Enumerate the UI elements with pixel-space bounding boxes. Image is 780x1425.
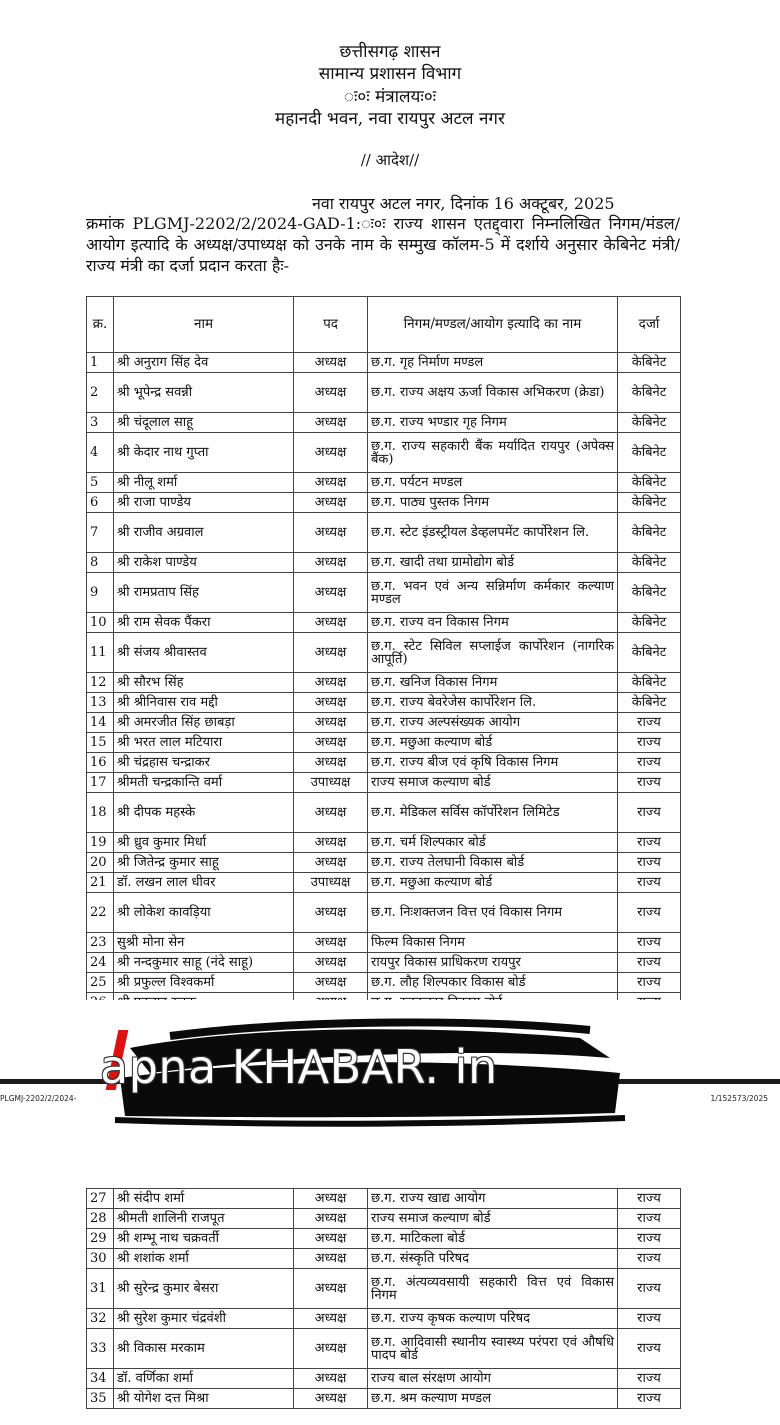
name-cell: श्री केदार नाथ गुप्ता <box>114 433 294 473</box>
post-cell: अध्यक्ष <box>294 633 368 673</box>
name-cell: श्री संदीप शर्मा <box>114 1189 294 1209</box>
name-cell: श्री सुरेन्द्र कुमार बेसरा <box>114 1269 294 1309</box>
serial-cell: 32 <box>87 1309 114 1329</box>
rank-cell: राज्य <box>618 1229 681 1249</box>
name-cell: डॉ. वर्णिका शर्मा <box>114 1369 294 1389</box>
organisation-cell: छ.ग. स्टेट सिविल सप्लाईज कार्पोरेशन (नागरिक आपूर्ति) <box>368 633 618 673</box>
organisation-cell: राज्य समाज कल्याण बोर्ड <box>368 1209 618 1229</box>
serial-cell: 11 <box>87 633 114 673</box>
table-row <box>87 853 681 873</box>
name-cell: श्री सुरेश कुमार चंद्रवंशी <box>114 1309 294 1329</box>
rank-cell: राज्य <box>618 833 681 853</box>
name-cell: श्री चंद्रहास चन्द्राकर <box>114 753 294 773</box>
name-cell: श्री चंदूलाल साहू <box>114 413 294 433</box>
name-cell: श्री भूपेन्द्र सवन्नी <box>114 373 294 413</box>
serial-cell: 1 <box>87 353 114 373</box>
table-row <box>87 1189 681 1209</box>
organisation-cell: छ.ग. राज्य खाद्य आयोग <box>368 1189 618 1209</box>
appointments-table-page1 <box>86 296 681 1013</box>
rank-cell: राज्य <box>618 753 681 773</box>
post-cell: अध्यक्ष <box>294 513 368 553</box>
name-cell: श्री नीलू शर्मा <box>114 473 294 493</box>
serial-cell: 19 <box>87 833 114 853</box>
table-row <box>87 733 681 753</box>
col-header-organisation: निगम/मण्डल/आयोग इत्यादि का नाम <box>368 297 618 353</box>
post-cell: अध्यक्ष <box>294 573 368 613</box>
serial-cell: 24 <box>87 953 114 973</box>
rank-cell: केबिनेट <box>618 473 681 493</box>
organisation-cell: छ.ग. स्टेट इंडस्ट्रीयल डेव्हलपमेंट कार्पोरेशन लि. <box>368 513 618 553</box>
post-cell: उपाध्यक्ष <box>294 873 368 893</box>
table-row <box>87 873 681 893</box>
serial-cell: 22 <box>87 893 114 933</box>
serial-cell: 12 <box>87 673 114 693</box>
organisation-cell: छ.ग. पर्यटन मण्डल <box>368 473 618 493</box>
table-row <box>87 973 681 993</box>
table-row <box>87 1309 681 1329</box>
table-row <box>87 753 681 773</box>
table-row <box>87 953 681 973</box>
post-cell: अध्यक्ष <box>294 1249 368 1269</box>
table-row <box>87 1229 681 1249</box>
rank-cell: राज्य <box>618 973 681 993</box>
table-row <box>87 1389 681 1409</box>
rank-cell: राज्य <box>618 1369 681 1389</box>
post-cell: उपाध्यक्ष <box>294 773 368 793</box>
name-cell: श्री अनुराग सिंह देव <box>114 353 294 373</box>
rank-cell: केबिनेट <box>618 433 681 473</box>
post-cell: अध्यक्ष <box>294 373 368 413</box>
ministry-label: ः०ः मंत्रालयः०ः <box>343 87 437 107</box>
name-cell: श्री दीपक महस्के <box>114 793 294 833</box>
organisation-cell: छ.ग. आदिवासी स्थानीय स्वास्थ्य परंपरा एवं औषधि पादप बोर्ड <box>368 1329 618 1369</box>
post-cell: अध्यक्ष <box>294 553 368 573</box>
office-address: महानदी भवन, नवा रायपुर अटल नगर <box>275 109 505 129</box>
post-cell: अध्यक्ष <box>294 1389 368 1409</box>
post-cell: अध्यक्ष <box>294 933 368 953</box>
organisation-cell: छ.ग. खादी तथा ग्रामोद्योग बोर्ड <box>368 553 618 573</box>
organisation-cell: छ.ग. खनिज विकास निगम <box>368 673 618 693</box>
post-cell: अध्यक्ष <box>294 1189 368 1209</box>
name-cell: श्री भरत लाल मटियारा <box>114 733 294 753</box>
table-row <box>87 833 681 853</box>
appointments-table-page2 <box>86 1188 681 1409</box>
rank-cell: राज्य <box>618 713 681 733</box>
rank-cell: केबिनेट <box>618 553 681 573</box>
rank-cell: केबिनेट <box>618 693 681 713</box>
name-cell: श्री राजा पाण्डेय <box>114 493 294 513</box>
watermark-text: apna KHABAR. in <box>100 1040 498 1094</box>
serial-cell: 9 <box>87 573 114 613</box>
serial-cell: 16 <box>87 753 114 773</box>
serial-cell: 10 <box>87 613 114 633</box>
table-row <box>87 433 681 473</box>
name-cell: श्रीमती शालिनी राजपूत <box>114 1209 294 1229</box>
table-row <box>87 713 681 733</box>
table-row <box>87 513 681 553</box>
serial-cell: 31 <box>87 1269 114 1309</box>
rank-cell: राज्य <box>618 933 681 953</box>
table-row <box>87 673 681 693</box>
govt-name: छत्तीसगढ़ शासन <box>339 42 441 62</box>
name-cell: डॉ. लखन लाल धीवर <box>114 873 294 893</box>
serial-cell: 23 <box>87 933 114 953</box>
table-row <box>87 413 681 433</box>
rank-cell: केबिनेट <box>618 633 681 673</box>
rank-cell: राज्य <box>618 733 681 753</box>
organisation-cell: छ.ग. माटिकला बोर्ड <box>368 1229 618 1249</box>
post-cell: अध्यक्ष <box>294 713 368 733</box>
organisation-cell: छ.ग. राज्य अल्पसंख्यक आयोग <box>368 713 618 733</box>
table-row <box>87 553 681 573</box>
organisation-cell: छ.ग. राज्य बेवरेजेस कार्पोरेशन लि. <box>368 693 618 713</box>
post-cell: अध्यक्ष <box>294 853 368 873</box>
rank-cell: राज्य <box>618 953 681 973</box>
serial-cell: 13 <box>87 693 114 713</box>
rank-cell: राज्य <box>618 1309 681 1329</box>
organisation-cell: छ.ग. राज्य कृषक कल्याण परिषद <box>368 1309 618 1329</box>
serial-cell: 14 <box>87 713 114 733</box>
table-row <box>87 1369 681 1389</box>
name-cell: श्री संजय श्रीवास्तव <box>114 633 294 673</box>
serial-cell: 8 <box>87 553 114 573</box>
rank-cell: राज्य <box>618 873 681 893</box>
name-cell: श्री शम्भू नाथ चक्रवर्ती <box>114 1229 294 1249</box>
name-cell: श्री राजीव अग्रवाल <box>114 513 294 553</box>
post-cell: अध्यक्ष <box>294 1329 368 1369</box>
serial-cell: 15 <box>87 733 114 753</box>
name-cell: श्री योगेश दत्त मिश्रा <box>114 1389 294 1409</box>
organisation-cell: फिल्म विकास निगम <box>368 933 618 953</box>
post-cell: अध्यक्ष <box>294 1369 368 1389</box>
post-cell: अध्यक्ष <box>294 953 368 973</box>
serial-cell: 21 <box>87 873 114 893</box>
post-cell: अध्यक्ष <box>294 693 368 713</box>
rank-cell: राज्य <box>618 773 681 793</box>
post-cell: अध्यक्ष <box>294 1269 368 1309</box>
table-row <box>87 473 681 493</box>
organisation-cell: रायपुर विकास प्राधिकरण रायपुर <box>368 953 618 973</box>
table-row <box>87 1269 681 1309</box>
col-header-post: पद <box>294 297 368 353</box>
organisation-cell: छ.ग. संस्कृति परिषद <box>368 1249 618 1269</box>
organisation-cell: छ.ग. राज्य वन विकास निगम <box>368 613 618 633</box>
organisation-cell: छ.ग. श्रम कल्याण मण्डल <box>368 1389 618 1409</box>
serial-cell: 25 <box>87 973 114 993</box>
rank-cell: केबिनेट <box>618 613 681 633</box>
organisation-cell: राज्य बाल संरक्षण आयोग <box>368 1369 618 1389</box>
serial-cell: 28 <box>87 1209 114 1229</box>
rank-cell: राज्य <box>618 1269 681 1309</box>
name-cell: श्री विकास मरकाम <box>114 1329 294 1369</box>
name-cell: श्रीमती चन्द्रकान्ति वर्मा <box>114 773 294 793</box>
organisation-cell: छ.ग. मछुआ कल्याण बोर्ड <box>368 733 618 753</box>
organisation-cell: छ.ग. मेडिकल सर्विस कॉर्पोरेशन लिमिटेड <box>368 793 618 833</box>
post-cell: अध्यक्ष <box>294 733 368 753</box>
table-row <box>87 773 681 793</box>
rank-cell: राज्य <box>618 1329 681 1369</box>
name-cell: श्री लोकेश कावड़िया <box>114 893 294 933</box>
order-dateline: नवा रायपुर अटल नगर, दिनांक 16 अक्टूबर, 2025 <box>312 194 615 213</box>
serial-cell: 6 <box>87 493 114 513</box>
name-cell: श्री सौरभ सिंह <box>114 673 294 693</box>
post-cell: अध्यक्ष <box>294 1229 368 1249</box>
serial-cell: 2 <box>87 373 114 413</box>
serial-cell: 18 <box>87 793 114 833</box>
col-header-rank: दर्जा <box>618 297 681 353</box>
table-row <box>87 373 681 413</box>
rank-cell: केबिनेट <box>618 353 681 373</box>
post-cell: अध्यक्ष <box>294 793 368 833</box>
table-row <box>87 633 681 673</box>
post-cell: अध्यक्ष <box>294 433 368 473</box>
rank-cell: केबिनेट <box>618 573 681 613</box>
name-cell: श्री प्रफुल्ल विश्वकर्मा <box>114 973 294 993</box>
organisation-cell: छ.ग. अंत्यव्यवसायी सहकारी वित्त एवं विकास निगम <box>368 1269 618 1309</box>
serial-cell: 30 <box>87 1249 114 1269</box>
table-row <box>87 493 681 513</box>
table-row <box>87 693 681 713</box>
table-row <box>87 1209 681 1229</box>
post-cell: अध्यक्ष <box>294 753 368 773</box>
organisation-cell: छ.ग. गृह निर्माण मण्डल <box>368 353 618 373</box>
organisation-cell: छ.ग. लौह शिल्पकार विकास बोर्ड <box>368 973 618 993</box>
organisation-cell: छ.ग. राज्य अक्षय ऊर्जा विकास अभिकरण (क्रेडा) <box>368 373 618 413</box>
post-cell: अध्यक्ष <box>294 493 368 513</box>
name-cell: श्री ध्रुव कुमार मिर्धा <box>114 833 294 853</box>
rank-cell: राज्य <box>618 1209 681 1229</box>
post-cell: अध्यक्ष <box>294 613 368 633</box>
name-cell: श्री अमरजीत सिंह छाबड़ा <box>114 713 294 733</box>
name-cell: श्री श्रीनिवास राव मद्दी <box>114 693 294 713</box>
rank-cell: केबिनेट <box>618 673 681 693</box>
name-cell: श्री राकेश पाण्डेय <box>114 553 294 573</box>
rank-cell: राज्य <box>618 1249 681 1269</box>
serial-cell: 27 <box>87 1189 114 1209</box>
serial-cell: 5 <box>87 473 114 493</box>
table-row <box>87 573 681 613</box>
col-header-serial: क्र. <box>87 297 114 353</box>
organisation-cell: छ.ग. पाठ्य पुस्तक निगम <box>368 493 618 513</box>
serial-cell: 29 <box>87 1229 114 1249</box>
organisation-cell: छ.ग. राज्य सहकारी बैंक मर्यादित रायपुर (अपेक्स बैंक) <box>368 433 618 473</box>
serial-cell: 17 <box>87 773 114 793</box>
serial-cell: 7 <box>87 513 114 553</box>
post-cell: अध्यक्ष <box>294 473 368 493</box>
organisation-cell: छ.ग. निःशक्तजन वित्त एवं विकास निगम <box>368 893 618 933</box>
organisation-cell: छ.ग. चर्म शिल्पकार बोर्ड <box>368 833 618 853</box>
reference-right: 1/152573/2025 <box>710 1094 768 1103</box>
post-cell: अध्यक्ष <box>294 973 368 993</box>
table-row <box>87 933 681 953</box>
order-paragraph: क्रमांक PLGMJ-2202/2/2024-GAD-1:ः०ः राज्य शासन एतद्द्वारा निम्नलिखित निगम/मंडल/आयोग इत्यादि के अध्यक्ष/उपाध्यक्ष को उनके नाम के सम्मुख कॉलम-5 में दर्शाये अनुसार केबिनेट मंत्री/राज्य मंत्री का दर्जा प्रदान करता हैः- <box>86 214 680 275</box>
department-name: सामान्य प्रशासन विभाग <box>318 64 462 84</box>
table-row <box>87 793 681 833</box>
post-cell: अध्यक्ष <box>294 1209 368 1229</box>
post-cell: अध्यक्ष <box>294 353 368 373</box>
rank-cell: केबिनेट <box>618 493 681 513</box>
serial-cell: 33 <box>87 1329 114 1369</box>
post-cell: अध्यक्ष <box>294 413 368 433</box>
name-cell: श्री रामप्रताप सिंह <box>114 573 294 613</box>
rank-cell: राज्य <box>618 893 681 933</box>
name-cell: श्री जितेन्द्र कुमार साहू <box>114 853 294 873</box>
organisation-cell: छ.ग. मछुआ कल्याण बोर्ड <box>368 873 618 893</box>
name-cell: श्री राम सेवक पैंकरा <box>114 613 294 633</box>
rank-cell: राज्य <box>618 1189 681 1209</box>
serial-cell: 20 <box>87 853 114 873</box>
name-cell: सुश्री मोना सेन <box>114 933 294 953</box>
table-row <box>87 613 681 633</box>
rank-cell: केबिनेट <box>618 413 681 433</box>
table-row <box>87 353 681 373</box>
post-cell: अध्यक्ष <box>294 893 368 933</box>
order-title: // आदेश// <box>360 151 420 169</box>
rank-cell: केबिनेट <box>618 373 681 413</box>
post-cell: अध्यक्ष <box>294 833 368 853</box>
organisation-cell: छ.ग. राज्य भण्डार गृह निगम <box>368 413 618 433</box>
organisation-cell: छ.ग. राज्य तेलघानी विकास बोर्ड <box>368 853 618 873</box>
table-row <box>87 1249 681 1269</box>
col-header-name: नाम <box>114 297 294 353</box>
table-row <box>87 893 681 933</box>
serial-cell: 35 <box>87 1389 114 1409</box>
serial-cell: 4 <box>87 433 114 473</box>
organisation-cell: राज्य समाज कल्याण बोर्ड <box>368 773 618 793</box>
table-row <box>87 1329 681 1369</box>
rank-cell: राज्य <box>618 1389 681 1409</box>
name-cell: श्री शशांक शर्मा <box>114 1249 294 1269</box>
post-cell: अध्यक्ष <box>294 1309 368 1329</box>
rank-cell: राज्य <box>618 853 681 873</box>
serial-cell: 34 <box>87 1369 114 1389</box>
serial-cell: 3 <box>87 413 114 433</box>
rank-cell: राज्य <box>618 793 681 833</box>
name-cell: श्री नन्दकुमार साहू (नंदे साहू) <box>114 953 294 973</box>
post-cell: अध्यक्ष <box>294 673 368 693</box>
rank-cell: केबिनेट <box>618 513 681 553</box>
reference-left: PLGMJ-2202/2/2024- <box>0 1094 77 1103</box>
organisation-cell: छ.ग. भवन एवं अन्य सन्निर्माण कर्मकार कल्याण मण्डल <box>368 573 618 613</box>
organisation-cell: छ.ग. राज्य बीज एवं कृषि विकास निगम <box>368 753 618 773</box>
